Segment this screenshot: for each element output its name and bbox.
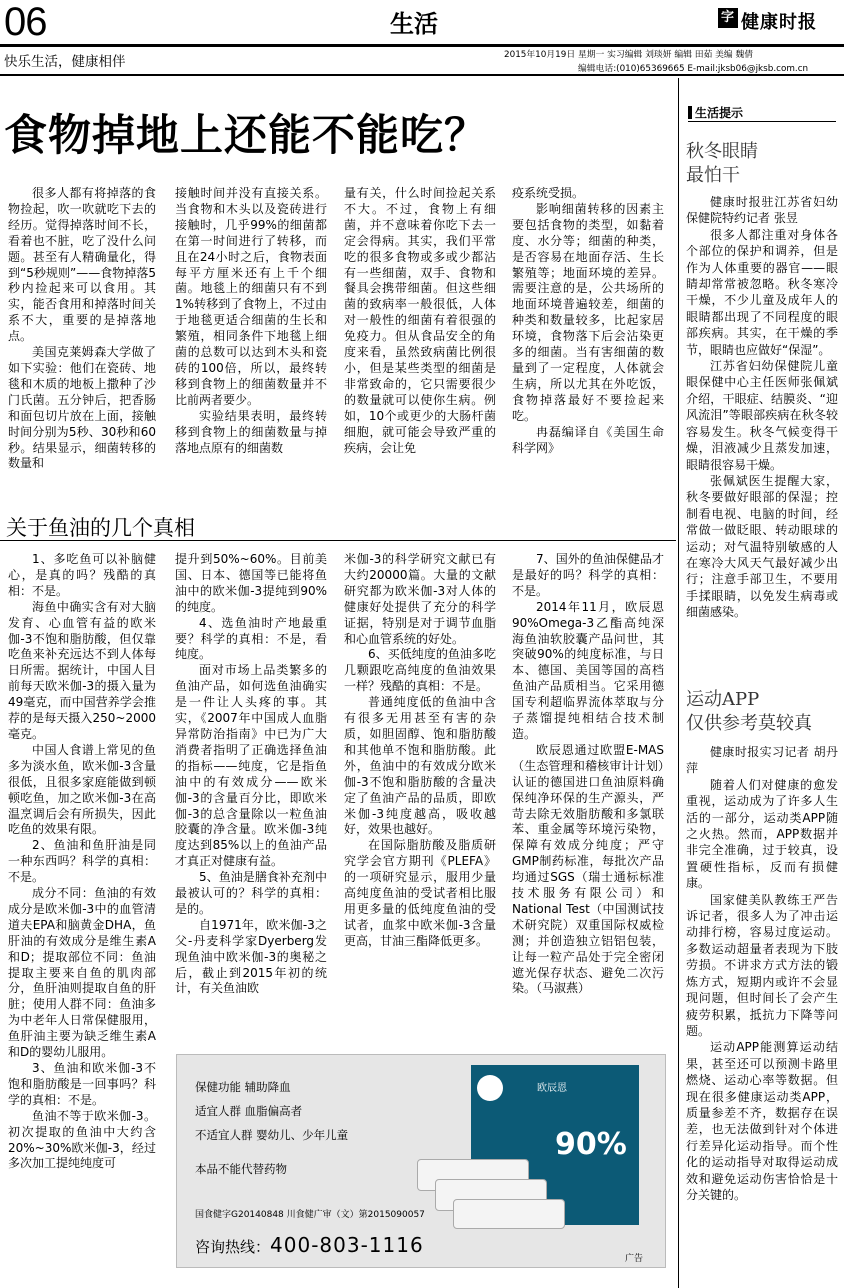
article1-column-1 [8, 186, 156, 472]
sidebar-story1-body [686, 194, 838, 621]
brand-seal-icon [477, 1075, 503, 1101]
hotline-number: 400-803-1116 [270, 1233, 424, 1257]
date-editor-line: 2015年10月19日 星期一 实习编辑 刘琰妍 编辑 田茹 美编 魏倩 [504, 50, 754, 60]
sidebar-story2-body [686, 744, 838, 1203]
ad-label: 广告 [625, 1254, 644, 1264]
paragraph: 2014年11月，欧辰恩90%Omega-3乙酯高纯深海鱼油软胶囊产品问世，其突破90%的纯度标准，与日本、德国、美国等国的高档鱼油产品质相当。它采用德国专利超临界流体萃取与分子蒸馏提纯相结合技术制造。 [512, 599, 664, 741]
paragraph: 运动APP能测算运动结果，甚至还可以预测卡路里燃烧、运动心率等数据。但现在很多健康运动类APP，质量参差不齐，数据存在误差，也无法做到针对个体进行差异化运动指导。而个性化的运动指导对取得运动成效和避免运动伤害恰恰是十分关键的。 [686, 1040, 838, 1202]
square-bullet-icon [688, 106, 692, 119]
paragraph: 6、买低纯度的鱼油多吃几颗跟吃高纯度的鱼油效果一样？残酷的真相：不是。 [344, 647, 496, 694]
hotline-label: 咨询热线： [195, 1238, 271, 1256]
article2-column-2 [175, 552, 327, 997]
product-purity: 90% [555, 1127, 627, 1162]
paragraph: 5、鱼油是膳食补充剂中最被认可的？科学的真相：是的。 [175, 870, 327, 916]
subhead-rule [0, 540, 676, 541]
ad-line-unsuitable: 不适宜人群 婴幼儿、少年儿童 [195, 1128, 349, 1142]
paragraph: 海鱼中确实含有对大脑发育、心血管有益的欧米伽-3不饱和脂肪酸，但仅靠吃鱼来补充远达不到人体每日所需。据统计，中国人目前每天欧米伽-3的摄入量为49毫克，而中国营养学会推荐的是每天摄入250~2000毫克。 [8, 599, 156, 741]
article1-column-4 [512, 186, 664, 456]
paragraph: 提升到50%~60%。目前美国、日本、德国等已能将鱼油中的欧米伽-3提纯到90%的纯度。 [175, 552, 327, 614]
contact-line: 编辑电话:(010)65369665 E-mail:jksb06@jksb.com.cn [578, 64, 809, 74]
paragraph: 江苏省妇幼保健院儿童眼保健中心主任医师张佩斌介绍，干眼症、结膜炎、“迎风流泪”等眼部疾病在秋冬较容易发生。秋冬气候变得干燥，泪液减少且蒸发加速，眼睛很容易干燥。 [686, 359, 838, 472]
paragraph: 疫系统受损。 [512, 186, 585, 200]
newspaper-logo [718, 8, 817, 34]
article2-column-4 [512, 552, 664, 997]
paragraph: 量有关，什么时间捡起关系不大。不过，食物上有细菌，并不意味着你吃下去一定会得病。其实，我们平常吃的很多食物或多或少都沾有一些细菌，双手、食物和餐具会携带细菌。但这些细菌的致病率一般很低，人体对一般性的细菌有着很强的免疫力。但从食品安全的角度来看，虽然致病菌比例很小，但是某些类型的细菌是非常致命的，它只需要很少的数量就可以使你生病。例如，10个或更少的大肠杆菌细胞，就可能会导致严重的疾病，会让免 [344, 186, 496, 455]
ad-line-suitable: 适宜人群 血脂偏高者 [195, 1104, 303, 1118]
blister-pack-image [453, 1199, 565, 1229]
paragraph: 2、鱼油和鱼肝油是同一种东西吗？科学的真相：不是。 [8, 838, 156, 885]
paragraph: 健康时报实习记者 胡丹萍 [686, 745, 838, 776]
ad-line-disclaimer: 本品不能代替药物 [195, 1162, 287, 1176]
logo-mark-icon: 字 [718, 8, 738, 28]
sidebar-header [688, 104, 743, 121]
paragraph: 鱼油不等于欧米伽-3。初次提取的鱼油中大约含20%~30%欧米伽-3，经过多次加工提纯纯度可 [8, 1108, 156, 1171]
paragraph: 美国克莱姆森大学做了如下实验：他们在瓷砖、地毯和木质的地板上撒种了沙门氏菌。五分钟后，把香肠和面包切片放在上面，接触时间分别为5秒、30秒和60秒。结果显示，细菌转移的数量和 [8, 345, 156, 471]
sidebar-story2-title: 运动APP 仅供参考莫较真 [686, 689, 812, 734]
article1-column-3 [344, 186, 496, 456]
paragraph: 影响细菌转移的因素主要包括食物的类型，如黏着度、水分等；细菌的种类，是否容易在地面存活、生长繁殖等；地面环境的差异。需要注意的是，公共场所的地面环境普遍较差，细菌的种类和数量较多，比起家居环境，食物落下后会沾染更多的细菌。当有害细菌的数量到了一定程度，人体就会生病，所以尤其在外吃饭，食物掉落最好不要捡起来吃。 [512, 201, 664, 423]
paragraph: 张佩斌医生提醒大家，秋冬要做好眼部的保湿；控制看电视、电脑的时间，经常做一做眨眼、转动眼球的运动；对气温特别敏感的人在寒冷大风天气最好减少出行；注意手部卫生，不要用手揉眼睛，以免发生病毒或细菌感染。 [686, 473, 838, 620]
sidebar-story1-title: 秋冬眼睛 最怕干 [686, 141, 758, 186]
ad-hotline [195, 1233, 424, 1257]
paragraph: 国家健美队教练王严告诉记者，很多人为了冲击运动排行榜，容易过度运动。多数运动超量者表现为下肢劳损。不讲求方式方法的锻炼方式，短期内或许不会显现问题，但时间长了会产生疲劳积累，抵抗力下降等问题。 [686, 892, 838, 1038]
paragraph: 冉磊编译自《美国生命科学网》 [512, 424, 664, 455]
article1-column-2 [175, 186, 327, 456]
paragraph: 中国人食谱上常见的鱼多为淡水鱼，欧米伽-3含量很低，且很多家庭能做到顿顿吃鱼，加之欧米伽-3在高温烹调后会有所损失，因此吃鱼的效果有限。 [8, 742, 156, 837]
page-number: 06 [4, 0, 47, 44]
paragraph: 接触时间并没有直接关系。当食物和木头以及瓷砖进行接触时，几乎99%的细菌都在第一时间进行了转移，而且在24小时之后，食物表面每平方厘米还有上千个细菌。地毯上的细菌只有不到1%转移到了食物上，不过由于地毯更适合细菌的生长和繁殖，相同条件下地毯上细菌的总数可以达到木头和瓷砖的100倍，所以，最终转移到食物上的细菌数量并不比前两者要少。 [175, 186, 327, 407]
sidebar-header-rule [688, 121, 836, 122]
ad-approval: 国食健字G20140848 川食健广审（文）第2015090057 [195, 1210, 425, 1220]
fish-oil-subhead: 关于鱼油的几个真相 [6, 516, 195, 540]
paragraph: 面对市场上品类繁多的鱼油产品，如何选鱼油确实是一件让人头疼的事。其实，《2007年中国成人血脂异常防治指南》中已为广大消费者指明了正确选择鱼油的指标——纯度，它是指鱼油中的有效成分——欧米伽-3的含量百分比，即欧米伽-3的总含量除以一粒鱼油胶囊的净含量。欧米伽-3纯度达到85%以上的鱼油产品才真正对健康有益。 [175, 663, 327, 869]
paragraph: 很多人都有将掉落的食物捡起，吹一吹就吃下去的经历。觉得掉落时间不长，看着也不脏，吃了没什么问题。甚至有人精确量化，得到“5秒规则”——食物掉落5秒内捡起来可以食用。其实，能否食用和掉落时间关系不大，重要的是掉落地点。 [8, 186, 156, 344]
paragraph: 普通纯度低的鱼油中含有很多无用甚至有害的杂质，如胆固醇、饱和脂肪酸和其他单不饱和脂肪酸。此外，鱼油中的有效成分欧米伽-3不饱和脂肪酸的含量决定了鱼油产品的品质，即欧米伽-3纯度越高，吸收越好，效果也越好。 [344, 695, 496, 837]
article2-column-1 [8, 552, 156, 1172]
product-brand: 欧辰恩 [537, 1083, 567, 1094]
ad-line-function: 保健功能 辅助降血 [195, 1080, 291, 1094]
paragraph: 4、选鱼油时产地最重要？科学的真相：不是，看纯度。 [175, 615, 327, 662]
main-headline: 食物掉地上还能不能吃？ [4, 111, 488, 161]
sidebar-divider [678, 78, 679, 1288]
paragraph: 欧辰恩通过欧盟E-MAS（生态管理和稽核审计计划）认证的德国进口鱼油原料确保纯净环保的生产源头，严苛去除无效脂肪酸和多氯联苯、重金属等环境污染物，保障有效成分纯度；严守GMP制药标准，每批次产品均通过SGS（瑞士通标标准技术服务有限公司）和National Test（中国测试技术研究院）双重国际权威检测；并创造独立铝铝包装，让每一粒产品处于完全密闭遮光保存状态、避免二次污染。（马淑燕） [512, 742, 664, 996]
paragraph: 随着人们对健康的愈发重视，运动成为了许多人生活的一部分，运动类APP随之火热。然而，APP数据并非完全准确，过于较真，设置硬性指标，反而有损健康。 [686, 777, 838, 891]
paragraph: 自1971年，欧米伽-3之父-丹麦科学家Dyerberg发现鱼油中欧米伽-3的奥秘之后，截止到2015年初的统计，有关鱼油欧 [175, 917, 327, 996]
paragraph: 健康时报驻江苏省妇幼保健院特约记者 张昱 [686, 195, 838, 226]
paragraph: 米伽-3的科学研究文献已有大约20000篇。大量的文献研究都为欧米伽-3对人体的健康好处提供了充分的科学证据，特别是对于调节血脂和心血管系统的好处。 [344, 552, 496, 646]
paragraph: 3、鱼油和欧米伽-3不饱和脂肪酸是一回事吗？科学的真相：不是。 [8, 1061, 156, 1107]
paragraph: 7、国外的鱼油保健品才是最好的吗？科学的真相：不是。 [512, 552, 664, 598]
sidebar-header-text: 生活提示 [695, 106, 744, 120]
slogan: 快乐生活，健康相伴 [4, 54, 126, 70]
fish-oil-advertisement [176, 1054, 666, 1268]
paragraph: 成分不同：鱼油的有效成分是欧米伽-3中的血管清道夫EPA和脑黄金DHA，鱼肝油的有效成分是维生素A和D；提取部位不同：鱼油提取主要来自鱼的肌肉部分，鱼肝油则提取自鱼的肝脏；使用人群不同：鱼油多为中老年人日常保健服用，鱼肝油主要为缺乏维生素A和D的婴幼儿服用。 [8, 886, 156, 1060]
paragraph: 在国际脂肪酸及脂质研究学会官方期刊《PLEFA》的一项研究显示，服用少量高纯度鱼油的受试者相比服用更多量的低纯度鱼油的受试者，血浆中欧米伽-3含量更高，甘油三酯降低更多。 [344, 838, 496, 948]
logo-text: 健康时报 [741, 12, 817, 33]
section-title: 生活 [390, 9, 438, 38]
article2-column-3 [344, 552, 496, 950]
header-rule-bottom [0, 74, 844, 76]
paragraph: 1、多吃鱼可以补脑健心，是真的吗？残酷的真相：不是。 [8, 552, 156, 598]
paragraph: 实验结果表明，最终转移到食物上的细菌数量与掉落地点原有的细菌数 [175, 408, 327, 455]
paragraph: 很多人都注重对身体各个部位的保护和调养，但是作为人体重要的器官——眼睛却常常被忽略。秋冬寒冷干燥，不少儿童及成年人的眼睛都出现了不同程度的眼部疾病。其实，在干燥的季节，眼睛也应做好“保湿”。 [686, 227, 838, 357]
